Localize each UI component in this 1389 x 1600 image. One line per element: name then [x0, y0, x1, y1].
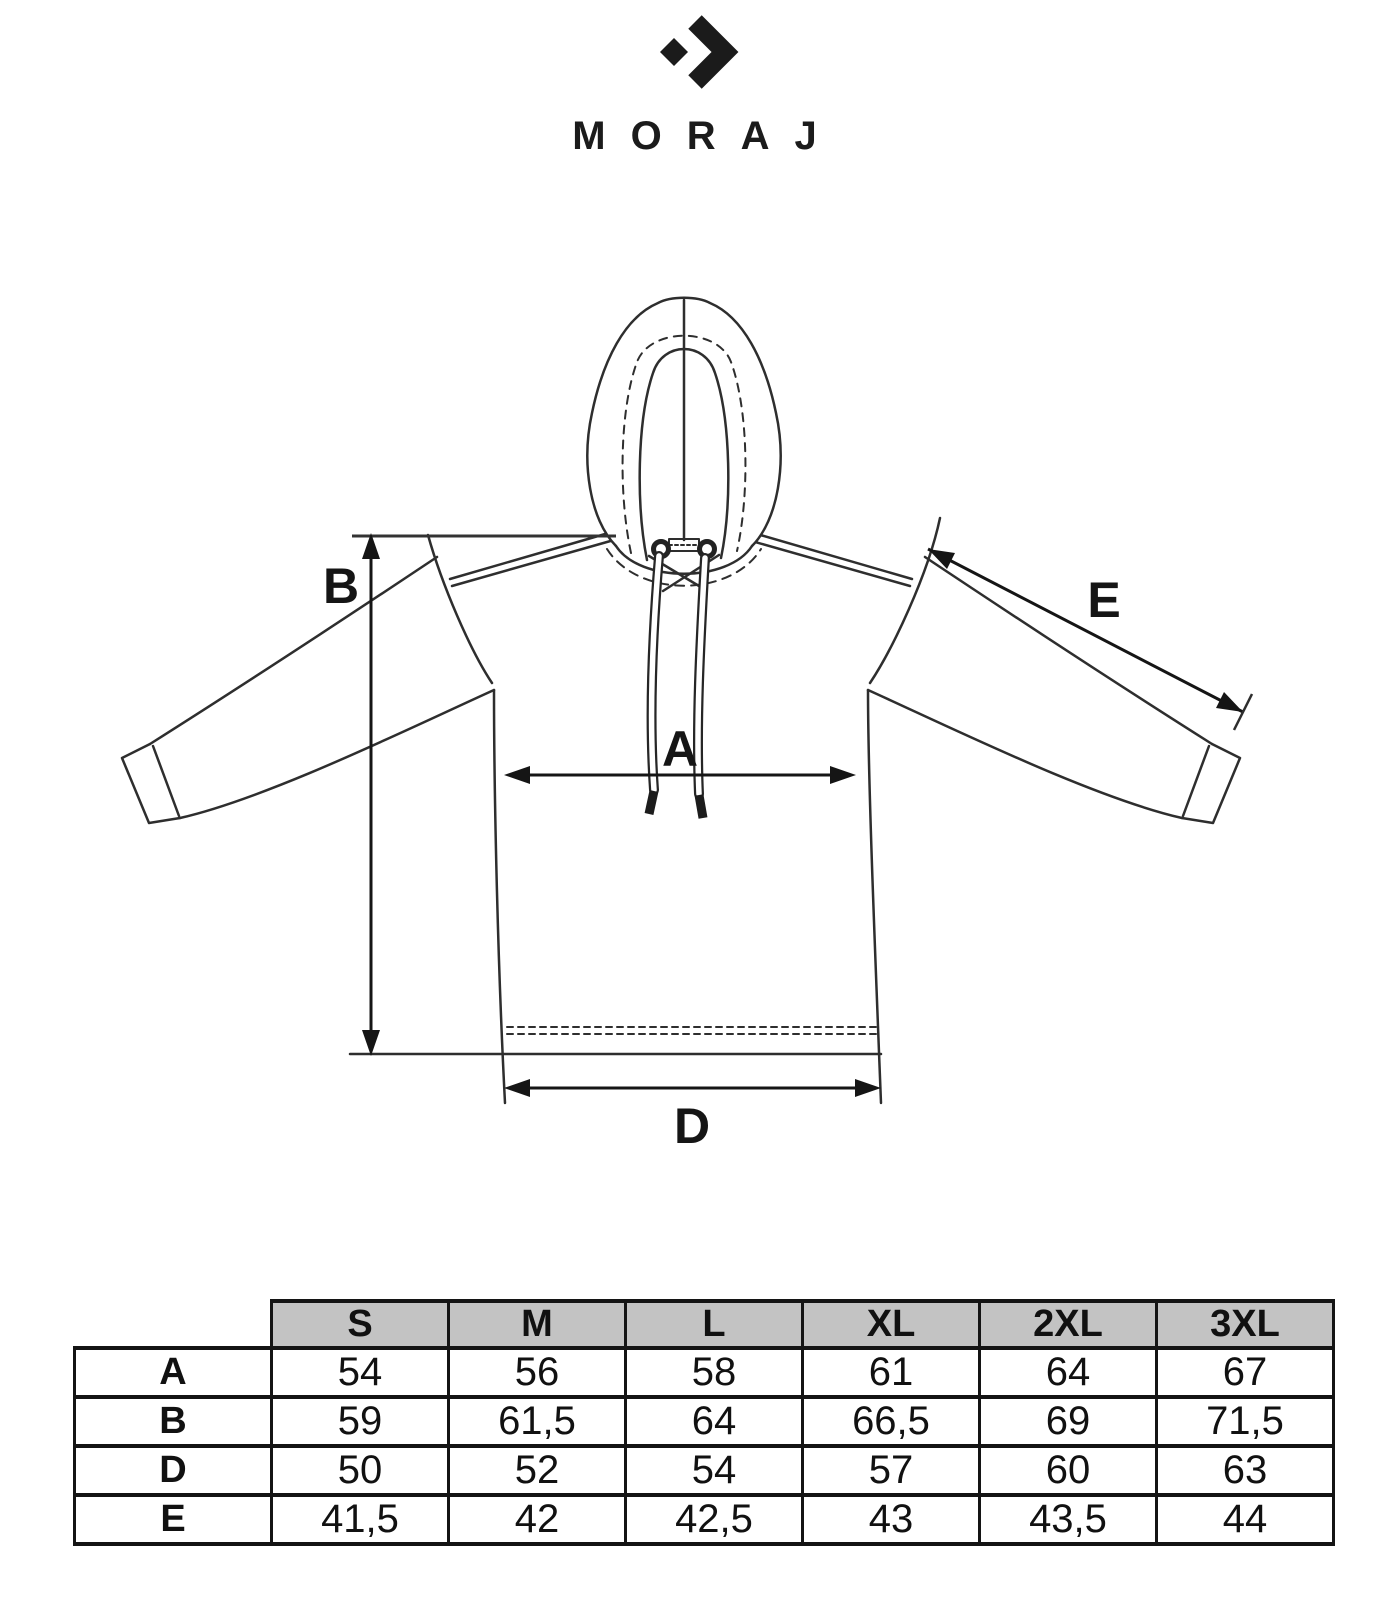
- value-cell: 54: [626, 1446, 803, 1495]
- sleeve-right-bottom-edge: [868, 690, 1182, 818]
- shoulder-seam-left: [450, 532, 614, 586]
- value-cell: 59: [272, 1397, 449, 1446]
- cuff-right-seam: [1183, 746, 1209, 816]
- value-cell: 56: [449, 1348, 626, 1397]
- neckline-stitch-dashed: [607, 549, 761, 586]
- value-cell: 69: [980, 1397, 1157, 1446]
- table-row-a: [75, 1348, 1334, 1397]
- value-cell: 42: [449, 1495, 626, 1544]
- value-cell: 66,5: [803, 1397, 980, 1446]
- value-cell: 43: [803, 1495, 980, 1544]
- size-col-header-3xl: 3XL: [1157, 1301, 1334, 1348]
- raglan-seam-right: [870, 518, 940, 683]
- value-cell: 54: [272, 1348, 449, 1397]
- value-cell: 41,5: [272, 1495, 449, 1544]
- value-cell: 50: [272, 1446, 449, 1495]
- cuff-left: [122, 744, 180, 823]
- value-cell: 44: [1157, 1495, 1334, 1544]
- cuff-left-seam: [153, 746, 179, 816]
- sleeve-left-bottom-edge: [180, 690, 494, 818]
- size-col-header-s: S: [272, 1301, 449, 1348]
- cuff-right: [1182, 744, 1240, 823]
- value-cell: 52: [449, 1446, 626, 1495]
- aglet-right: [699, 795, 703, 818]
- dimension-b: [323, 533, 616, 1056]
- value-cell: 67: [1157, 1348, 1334, 1397]
- value-cell: 43,5: [980, 1495, 1157, 1544]
- value-cell: 63: [1157, 1446, 1334, 1495]
- dim-label-b: B: [322, 558, 360, 614]
- corner-cell: [75, 1301, 272, 1348]
- value-cell: 60: [980, 1446, 1157, 1495]
- aglet-left: [649, 791, 654, 814]
- dimension-d: [504, 1079, 881, 1154]
- row-label-e: E: [75, 1495, 272, 1544]
- value-cell: 61: [803, 1348, 980, 1397]
- row-label-b: B: [75, 1397, 272, 1446]
- value-cell: 61,5: [449, 1397, 626, 1446]
- value-cell: 64: [626, 1397, 803, 1446]
- body-left-edge: [494, 690, 505, 1103]
- size-col-header-m: M: [449, 1301, 626, 1348]
- row-label-a: A: [75, 1348, 272, 1397]
- table-row-d: [75, 1446, 1334, 1495]
- size-col-header-2xl: 2XL: [980, 1301, 1157, 1348]
- shoulder-seam-right: [748, 532, 912, 586]
- table-row-e: [75, 1495, 1334, 1544]
- dim-label-a: A: [661, 721, 699, 777]
- value-cell: 58: [626, 1348, 803, 1397]
- row-label-d: D: [75, 1446, 272, 1495]
- value-cell: 42,5: [626, 1495, 803, 1544]
- hem-stitch-dashed: [507, 1027, 879, 1034]
- body-right-edge: [868, 690, 881, 1103]
- dimension-a: [504, 721, 856, 784]
- value-cell: 71,5: [1157, 1397, 1334, 1446]
- table-row-b: [75, 1397, 1334, 1446]
- size-col-header-xl: XL: [803, 1301, 980, 1348]
- dimension-e: [928, 549, 1252, 730]
- dim-label-d: D: [673, 1098, 711, 1154]
- size-header-row: [75, 1301, 1334, 1348]
- value-cell: 57: [803, 1446, 980, 1495]
- sleeve-left-top-edge: [150, 557, 437, 744]
- sleeve-right-top-edge: [925, 557, 1212, 744]
- size-col-header-l: L: [626, 1301, 803, 1348]
- brand-name: MORAJ: [572, 114, 842, 158]
- dim-label-e: E: [1087, 572, 1121, 628]
- size-chart-table: [73, 1299, 1335, 1546]
- value-cell: 64: [980, 1348, 1157, 1397]
